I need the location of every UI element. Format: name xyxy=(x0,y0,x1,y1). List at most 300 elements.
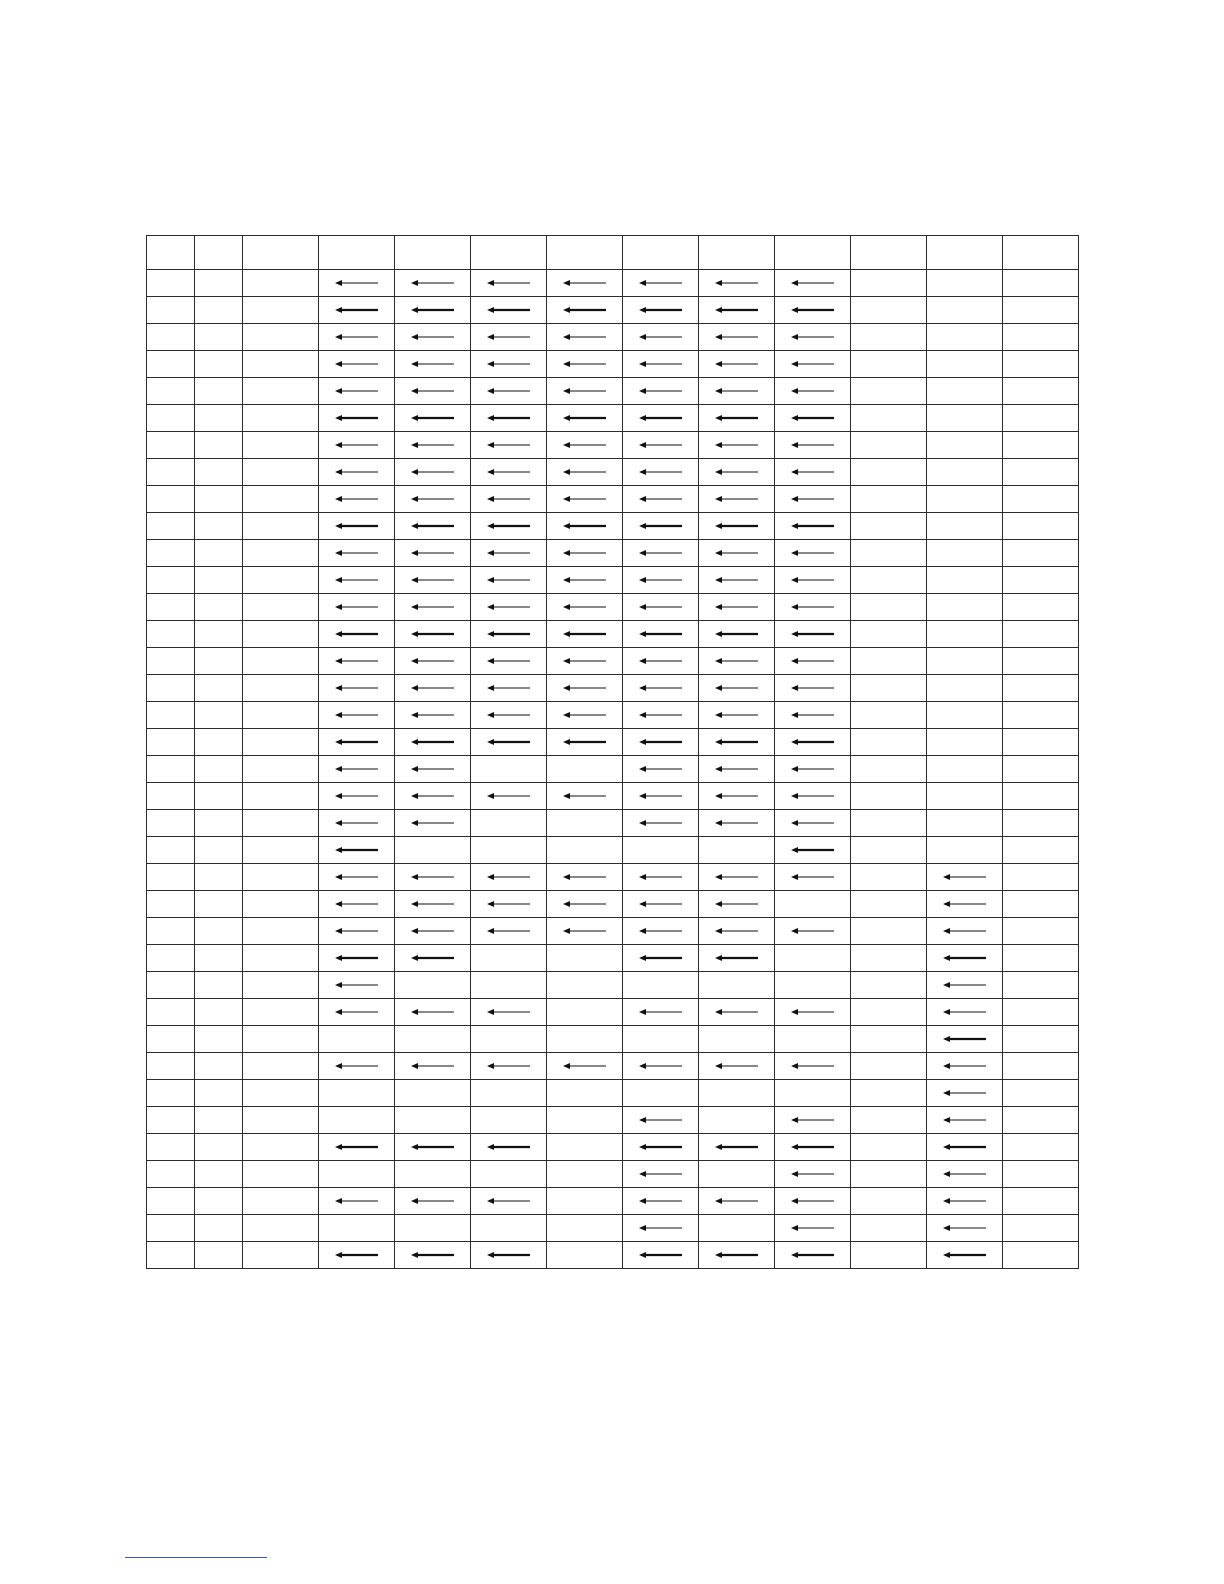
table-cell xyxy=(147,1107,195,1134)
table-cell xyxy=(927,567,1003,594)
table-cell xyxy=(775,513,851,540)
table-cell xyxy=(927,702,1003,729)
table-cell xyxy=(851,1242,927,1269)
table-cell xyxy=(243,486,319,513)
table-cell xyxy=(395,1188,471,1215)
left-arrow-icon xyxy=(715,630,759,638)
table-cell xyxy=(147,1080,195,1107)
table-cell xyxy=(243,459,319,486)
left-arrow-icon xyxy=(791,1062,835,1070)
table-cell xyxy=(1003,648,1079,675)
table-cell xyxy=(851,567,927,594)
table-cell xyxy=(319,1134,395,1161)
table-cell xyxy=(927,1134,1003,1161)
left-arrow-icon xyxy=(411,1251,455,1259)
left-arrow-icon xyxy=(715,333,759,341)
table-cell xyxy=(395,540,471,567)
table-cell xyxy=(147,405,195,432)
table-cell xyxy=(319,1161,395,1188)
left-arrow-icon xyxy=(487,1143,531,1151)
table-cell xyxy=(851,1053,927,1080)
table-row xyxy=(147,999,1079,1026)
table-cell xyxy=(547,621,623,648)
left-arrow-icon xyxy=(335,1251,379,1259)
table-cell xyxy=(195,567,243,594)
table-cell xyxy=(243,729,319,756)
left-arrow-icon xyxy=(563,657,607,665)
table-cell xyxy=(699,405,775,432)
table-cell xyxy=(395,432,471,459)
table-cell xyxy=(547,1188,623,1215)
left-arrow-icon xyxy=(791,1251,835,1259)
table-cell xyxy=(195,891,243,918)
table-cell xyxy=(927,378,1003,405)
table-cell xyxy=(623,1107,699,1134)
table-cell xyxy=(623,864,699,891)
table-cell xyxy=(243,945,319,972)
table-cell xyxy=(1003,621,1079,648)
table-cell xyxy=(699,1215,775,1242)
table-cell xyxy=(471,1242,547,1269)
table-cell xyxy=(147,1161,195,1188)
left-arrow-icon xyxy=(335,900,379,908)
left-arrow-icon xyxy=(335,873,379,881)
left-arrow-icon xyxy=(791,495,835,503)
left-arrow-icon xyxy=(411,927,455,935)
left-arrow-icon xyxy=(411,360,455,368)
left-arrow-icon xyxy=(791,603,835,611)
table-cell xyxy=(851,1161,927,1188)
left-arrow-icon xyxy=(791,468,835,476)
left-arrow-icon xyxy=(563,306,607,314)
left-arrow-icon xyxy=(335,576,379,584)
table-cell xyxy=(1003,378,1079,405)
table-cell xyxy=(395,729,471,756)
table-cell xyxy=(243,378,319,405)
table-cell xyxy=(395,783,471,810)
table-cell xyxy=(547,540,623,567)
table-cell xyxy=(775,297,851,324)
table-cell xyxy=(147,648,195,675)
table-cell xyxy=(623,972,699,999)
left-arrow-icon xyxy=(335,927,379,935)
left-arrow-icon xyxy=(715,765,759,773)
table-cell xyxy=(927,1026,1003,1053)
table-cell xyxy=(147,810,195,837)
left-arrow-icon xyxy=(411,414,455,422)
table-cell xyxy=(547,972,623,999)
left-arrow-icon xyxy=(639,1170,683,1178)
left-arrow-icon xyxy=(335,603,379,611)
table-cell xyxy=(147,378,195,405)
table-cell xyxy=(195,378,243,405)
header-cell xyxy=(195,236,243,270)
table-cell xyxy=(471,1188,547,1215)
left-arrow-icon xyxy=(715,1062,759,1070)
left-arrow-icon xyxy=(791,927,835,935)
table-cell xyxy=(699,675,775,702)
table-cell xyxy=(195,405,243,432)
table-cell xyxy=(851,675,927,702)
table-cell xyxy=(471,675,547,702)
table-cell xyxy=(1003,1215,1079,1242)
table-cell xyxy=(395,675,471,702)
left-arrow-icon xyxy=(715,792,759,800)
table-cell xyxy=(195,972,243,999)
table-cell xyxy=(775,351,851,378)
table-cell xyxy=(927,1188,1003,1215)
table-cell xyxy=(147,459,195,486)
table-cell xyxy=(1003,945,1079,972)
table-cell xyxy=(623,1215,699,1242)
table-cell xyxy=(471,1161,547,1188)
left-arrow-icon xyxy=(639,333,683,341)
table-cell xyxy=(547,324,623,351)
table-cell xyxy=(147,567,195,594)
left-arrow-icon xyxy=(715,954,759,962)
left-arrow-icon xyxy=(411,711,455,719)
left-arrow-icon xyxy=(335,1008,379,1016)
left-arrow-icon xyxy=(487,630,531,638)
table-cell xyxy=(1003,1080,1079,1107)
left-arrow-icon xyxy=(487,1008,531,1016)
table-cell xyxy=(471,270,547,297)
table-cell xyxy=(699,1026,775,1053)
left-arrow-icon xyxy=(639,387,683,395)
table-cell xyxy=(243,648,319,675)
table-cell xyxy=(775,1215,851,1242)
left-arrow-icon xyxy=(563,1062,607,1070)
table-cell xyxy=(623,918,699,945)
table-cell xyxy=(623,999,699,1026)
left-arrow-icon xyxy=(487,387,531,395)
left-arrow-icon xyxy=(943,1251,987,1259)
table-cell xyxy=(547,1215,623,1242)
table-cell xyxy=(319,783,395,810)
table-cell xyxy=(927,459,1003,486)
left-arrow-icon xyxy=(335,468,379,476)
table-cell xyxy=(927,972,1003,999)
table-cell xyxy=(775,945,851,972)
left-arrow-icon xyxy=(487,873,531,881)
left-arrow-icon xyxy=(563,522,607,530)
left-arrow-icon xyxy=(563,738,607,746)
table-cell xyxy=(319,1080,395,1107)
table-row xyxy=(147,324,1079,351)
header-cell xyxy=(395,236,471,270)
table-cell xyxy=(319,621,395,648)
table-cell xyxy=(319,918,395,945)
table-cell xyxy=(243,513,319,540)
left-arrow-icon xyxy=(487,738,531,746)
left-arrow-icon xyxy=(487,900,531,908)
left-arrow-icon xyxy=(715,306,759,314)
table-cell xyxy=(623,405,699,432)
table-cell xyxy=(623,567,699,594)
table-cell xyxy=(147,891,195,918)
left-arrow-icon xyxy=(791,414,835,422)
table-row xyxy=(147,675,1079,702)
table-cell xyxy=(851,756,927,783)
left-arrow-icon xyxy=(335,360,379,368)
table-cell xyxy=(927,783,1003,810)
table-cell xyxy=(1003,918,1079,945)
table-cell xyxy=(699,729,775,756)
table-cell xyxy=(1003,675,1079,702)
left-arrow-icon xyxy=(639,495,683,503)
left-arrow-icon xyxy=(563,279,607,287)
left-arrow-icon xyxy=(335,279,379,287)
table-cell xyxy=(395,1134,471,1161)
table-row xyxy=(147,459,1079,486)
left-arrow-icon xyxy=(791,279,835,287)
left-arrow-icon xyxy=(335,630,379,638)
table-cell xyxy=(395,486,471,513)
table-cell xyxy=(699,810,775,837)
table-cell xyxy=(195,621,243,648)
table-cell xyxy=(775,1134,851,1161)
table-cell xyxy=(243,999,319,1026)
table-cell xyxy=(775,567,851,594)
left-arrow-icon xyxy=(715,684,759,692)
table-cell xyxy=(1003,1188,1079,1215)
table-cell xyxy=(547,702,623,729)
table-cell xyxy=(851,891,927,918)
table-cell xyxy=(1003,1242,1079,1269)
table-cell xyxy=(1003,351,1079,378)
left-arrow-icon xyxy=(639,414,683,422)
table-cell xyxy=(699,702,775,729)
table-cell xyxy=(927,270,1003,297)
left-arrow-icon xyxy=(791,1008,835,1016)
table-cell xyxy=(547,297,623,324)
table-cell xyxy=(1003,459,1079,486)
table-row xyxy=(147,756,1079,783)
left-arrow-icon xyxy=(639,1008,683,1016)
table-row xyxy=(147,594,1079,621)
table-cell xyxy=(395,1026,471,1053)
table-cell xyxy=(471,1026,547,1053)
table-cell xyxy=(471,540,547,567)
table-cell xyxy=(775,972,851,999)
table-cell xyxy=(147,297,195,324)
table-cell xyxy=(775,459,851,486)
left-arrow-icon xyxy=(715,873,759,881)
left-arrow-icon xyxy=(639,954,683,962)
left-arrow-icon xyxy=(791,873,835,881)
table-cell xyxy=(471,1134,547,1161)
table-cell xyxy=(195,918,243,945)
left-arrow-icon xyxy=(411,495,455,503)
table-row xyxy=(147,378,1079,405)
table-cell xyxy=(927,351,1003,378)
table-cell xyxy=(699,297,775,324)
left-arrow-icon xyxy=(487,441,531,449)
table-cell xyxy=(623,648,699,675)
left-arrow-icon xyxy=(715,900,759,908)
left-arrow-icon xyxy=(411,1008,455,1016)
table-cell xyxy=(851,513,927,540)
table-cell xyxy=(775,1080,851,1107)
table-cell xyxy=(319,540,395,567)
left-arrow-icon xyxy=(791,1170,835,1178)
table-cell xyxy=(471,1107,547,1134)
table-cell xyxy=(775,648,851,675)
table-cell xyxy=(395,648,471,675)
left-arrow-icon xyxy=(639,549,683,557)
left-arrow-icon xyxy=(791,306,835,314)
left-arrow-icon xyxy=(335,495,379,503)
left-arrow-icon xyxy=(715,387,759,395)
table-cell xyxy=(851,621,927,648)
left-arrow-icon xyxy=(791,441,835,449)
left-arrow-icon xyxy=(487,522,531,530)
left-arrow-icon xyxy=(563,441,607,449)
left-arrow-icon xyxy=(335,684,379,692)
table-cell xyxy=(623,945,699,972)
table-cell xyxy=(775,621,851,648)
table-cell xyxy=(547,918,623,945)
left-arrow-icon xyxy=(487,306,531,314)
table-cell xyxy=(775,729,851,756)
table-cell xyxy=(1003,729,1079,756)
left-arrow-icon xyxy=(487,792,531,800)
table-cell xyxy=(195,729,243,756)
left-arrow-icon xyxy=(335,765,379,773)
table-cell xyxy=(243,918,319,945)
table-cell xyxy=(1003,891,1079,918)
table-cell xyxy=(195,594,243,621)
header-cell xyxy=(623,236,699,270)
left-arrow-icon xyxy=(411,900,455,908)
table-cell xyxy=(243,270,319,297)
table-cell xyxy=(471,999,547,1026)
left-arrow-icon xyxy=(715,1143,759,1151)
left-arrow-icon xyxy=(487,414,531,422)
left-arrow-icon xyxy=(335,1062,379,1070)
table-cell xyxy=(623,1080,699,1107)
table-cell xyxy=(775,837,851,864)
left-arrow-icon xyxy=(943,1224,987,1232)
table-cell xyxy=(319,297,395,324)
table-cell xyxy=(319,1188,395,1215)
table-cell xyxy=(775,1161,851,1188)
left-arrow-icon xyxy=(715,1197,759,1205)
table-cell xyxy=(319,837,395,864)
table-cell xyxy=(395,891,471,918)
left-arrow-icon xyxy=(943,927,987,935)
table-cell xyxy=(851,945,927,972)
table-cell xyxy=(547,567,623,594)
table-cell xyxy=(243,864,319,891)
table-cell xyxy=(243,702,319,729)
left-arrow-icon xyxy=(639,603,683,611)
left-arrow-icon xyxy=(563,711,607,719)
left-arrow-icon xyxy=(487,360,531,368)
table-cell xyxy=(319,702,395,729)
left-arrow-icon xyxy=(791,549,835,557)
table-cell xyxy=(471,729,547,756)
table-cell xyxy=(319,864,395,891)
table-cell xyxy=(1003,324,1079,351)
left-arrow-icon xyxy=(411,657,455,665)
table-cell xyxy=(395,351,471,378)
table-cell xyxy=(243,810,319,837)
table-cell xyxy=(927,1242,1003,1269)
left-arrow-icon xyxy=(335,549,379,557)
table-row xyxy=(147,1242,1079,1269)
table-cell xyxy=(547,459,623,486)
left-arrow-icon xyxy=(715,441,759,449)
left-arrow-icon xyxy=(639,360,683,368)
left-arrow-icon xyxy=(715,495,759,503)
table-row xyxy=(147,297,1079,324)
table-cell xyxy=(775,432,851,459)
left-arrow-icon xyxy=(639,1143,683,1151)
table-cell xyxy=(243,621,319,648)
table-cell xyxy=(195,486,243,513)
left-arrow-icon xyxy=(411,387,455,395)
table-cell xyxy=(775,486,851,513)
table-cell xyxy=(319,567,395,594)
table-cell xyxy=(195,1053,243,1080)
table-cell xyxy=(1003,297,1079,324)
table-row xyxy=(147,486,1079,513)
left-arrow-icon xyxy=(791,630,835,638)
table-cell xyxy=(927,1215,1003,1242)
table-cell xyxy=(547,864,623,891)
left-arrow-icon xyxy=(411,576,455,584)
left-arrow-icon xyxy=(791,1116,835,1124)
table-row xyxy=(147,945,1079,972)
left-arrow-icon xyxy=(487,1251,531,1259)
table-cell xyxy=(471,945,547,972)
table-cell xyxy=(927,675,1003,702)
table-cell xyxy=(851,783,927,810)
left-arrow-icon xyxy=(335,657,379,665)
table-cell xyxy=(195,297,243,324)
table-cell xyxy=(699,486,775,513)
footnote-separator-line xyxy=(125,1557,267,1558)
table-cell xyxy=(851,729,927,756)
table-row xyxy=(147,540,1079,567)
table-cell xyxy=(1003,405,1079,432)
table-cell xyxy=(1003,540,1079,567)
table-row xyxy=(147,702,1079,729)
header-cell xyxy=(147,236,195,270)
table-cell xyxy=(243,540,319,567)
table-cell xyxy=(927,999,1003,1026)
left-arrow-icon xyxy=(639,1224,683,1232)
table-cell xyxy=(147,1026,195,1053)
table-cell xyxy=(471,378,547,405)
table-cell xyxy=(851,378,927,405)
left-arrow-icon xyxy=(335,1197,379,1205)
table-cell xyxy=(395,1080,471,1107)
table-header-row xyxy=(147,236,1079,270)
table-cell xyxy=(699,1188,775,1215)
table-cell xyxy=(471,459,547,486)
table-cell xyxy=(395,810,471,837)
table-cell xyxy=(471,702,547,729)
table-cell xyxy=(851,324,927,351)
table-cell xyxy=(395,999,471,1026)
table-cell xyxy=(927,486,1003,513)
left-arrow-icon xyxy=(563,603,607,611)
table-cell xyxy=(147,351,195,378)
table-cell xyxy=(243,567,319,594)
left-arrow-icon xyxy=(639,765,683,773)
